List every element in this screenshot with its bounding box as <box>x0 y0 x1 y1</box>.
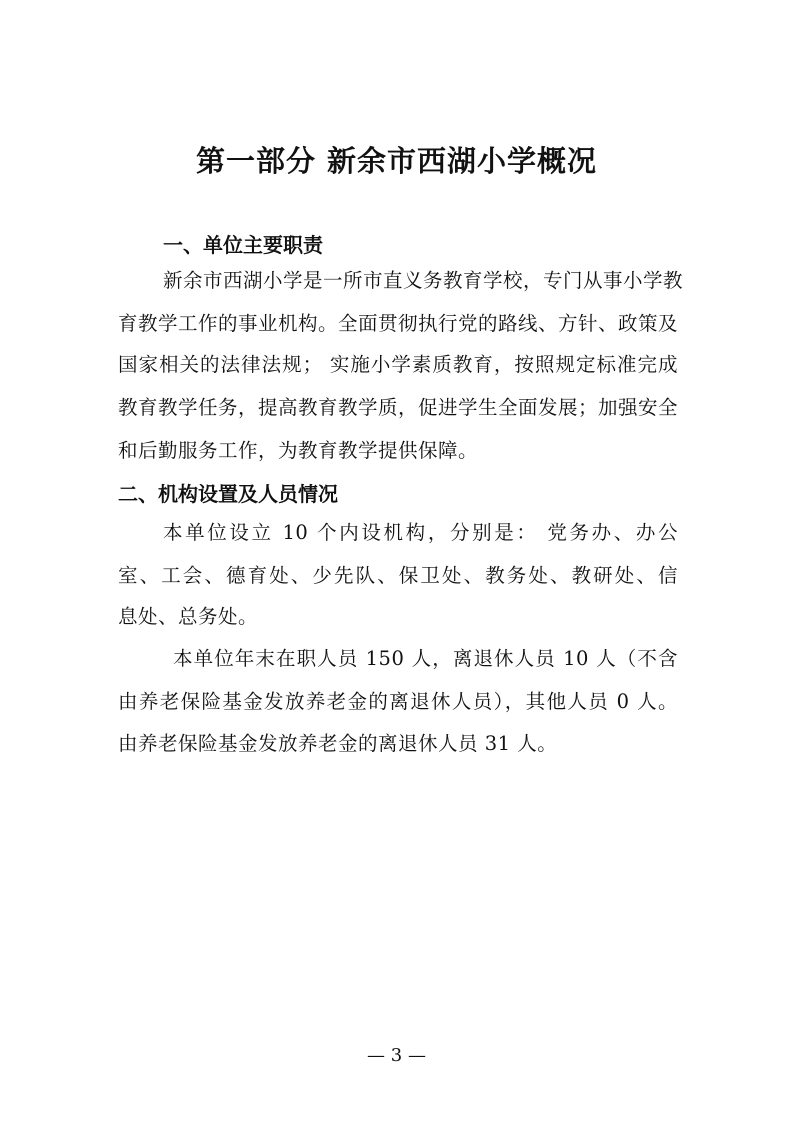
section-heading-duties: 一、单位主要职责 <box>163 233 323 257</box>
paragraph-line: 室、工会、德育处、少先队、保卫处、教务处、教研处、信 <box>118 564 678 587</box>
paragraph-line: 新余市西湖小学是一所市直义务教育学校，专门从事小学教 <box>163 269 684 292</box>
paragraph-line: 息处、总务处。 <box>118 605 259 628</box>
paragraph-line: 国家相关的法律法规； 实施小学素质教育，按照规定标准完成 <box>118 353 678 376</box>
section-heading-organization: 二、机构设置及人员情况 <box>118 482 338 506</box>
paragraph-line: 和后勤服务工作，为教育教学提供保障。 <box>118 439 479 462</box>
paragraph-line: 本单位设立 10 个内设机构，分别是： 党务办、办公 <box>163 521 678 544</box>
page-title: 第一部分 新余市西湖小学概况 <box>195 144 598 178</box>
paragraph-line: 由养老保险基金发放养老金的离退休人员），其他人员 0 人。 <box>118 690 678 713</box>
paragraph-line: 教育教学任务，提高教育教学质，促进学生全面发展；加强安全 <box>118 396 679 419</box>
paragraph-line: 由养老保险基金发放养老金的离退休人员 31 人。 <box>118 732 558 755</box>
paragraph-line: 育教学工作的事业机构。全面贯彻执行党的路线、方针、政策及 <box>118 312 679 335</box>
paragraph-line: 本单位年末在职人员 150 人，离退休人员 10 人（不含 <box>173 647 678 670</box>
page-number: — 3 — <box>367 1045 426 1066</box>
